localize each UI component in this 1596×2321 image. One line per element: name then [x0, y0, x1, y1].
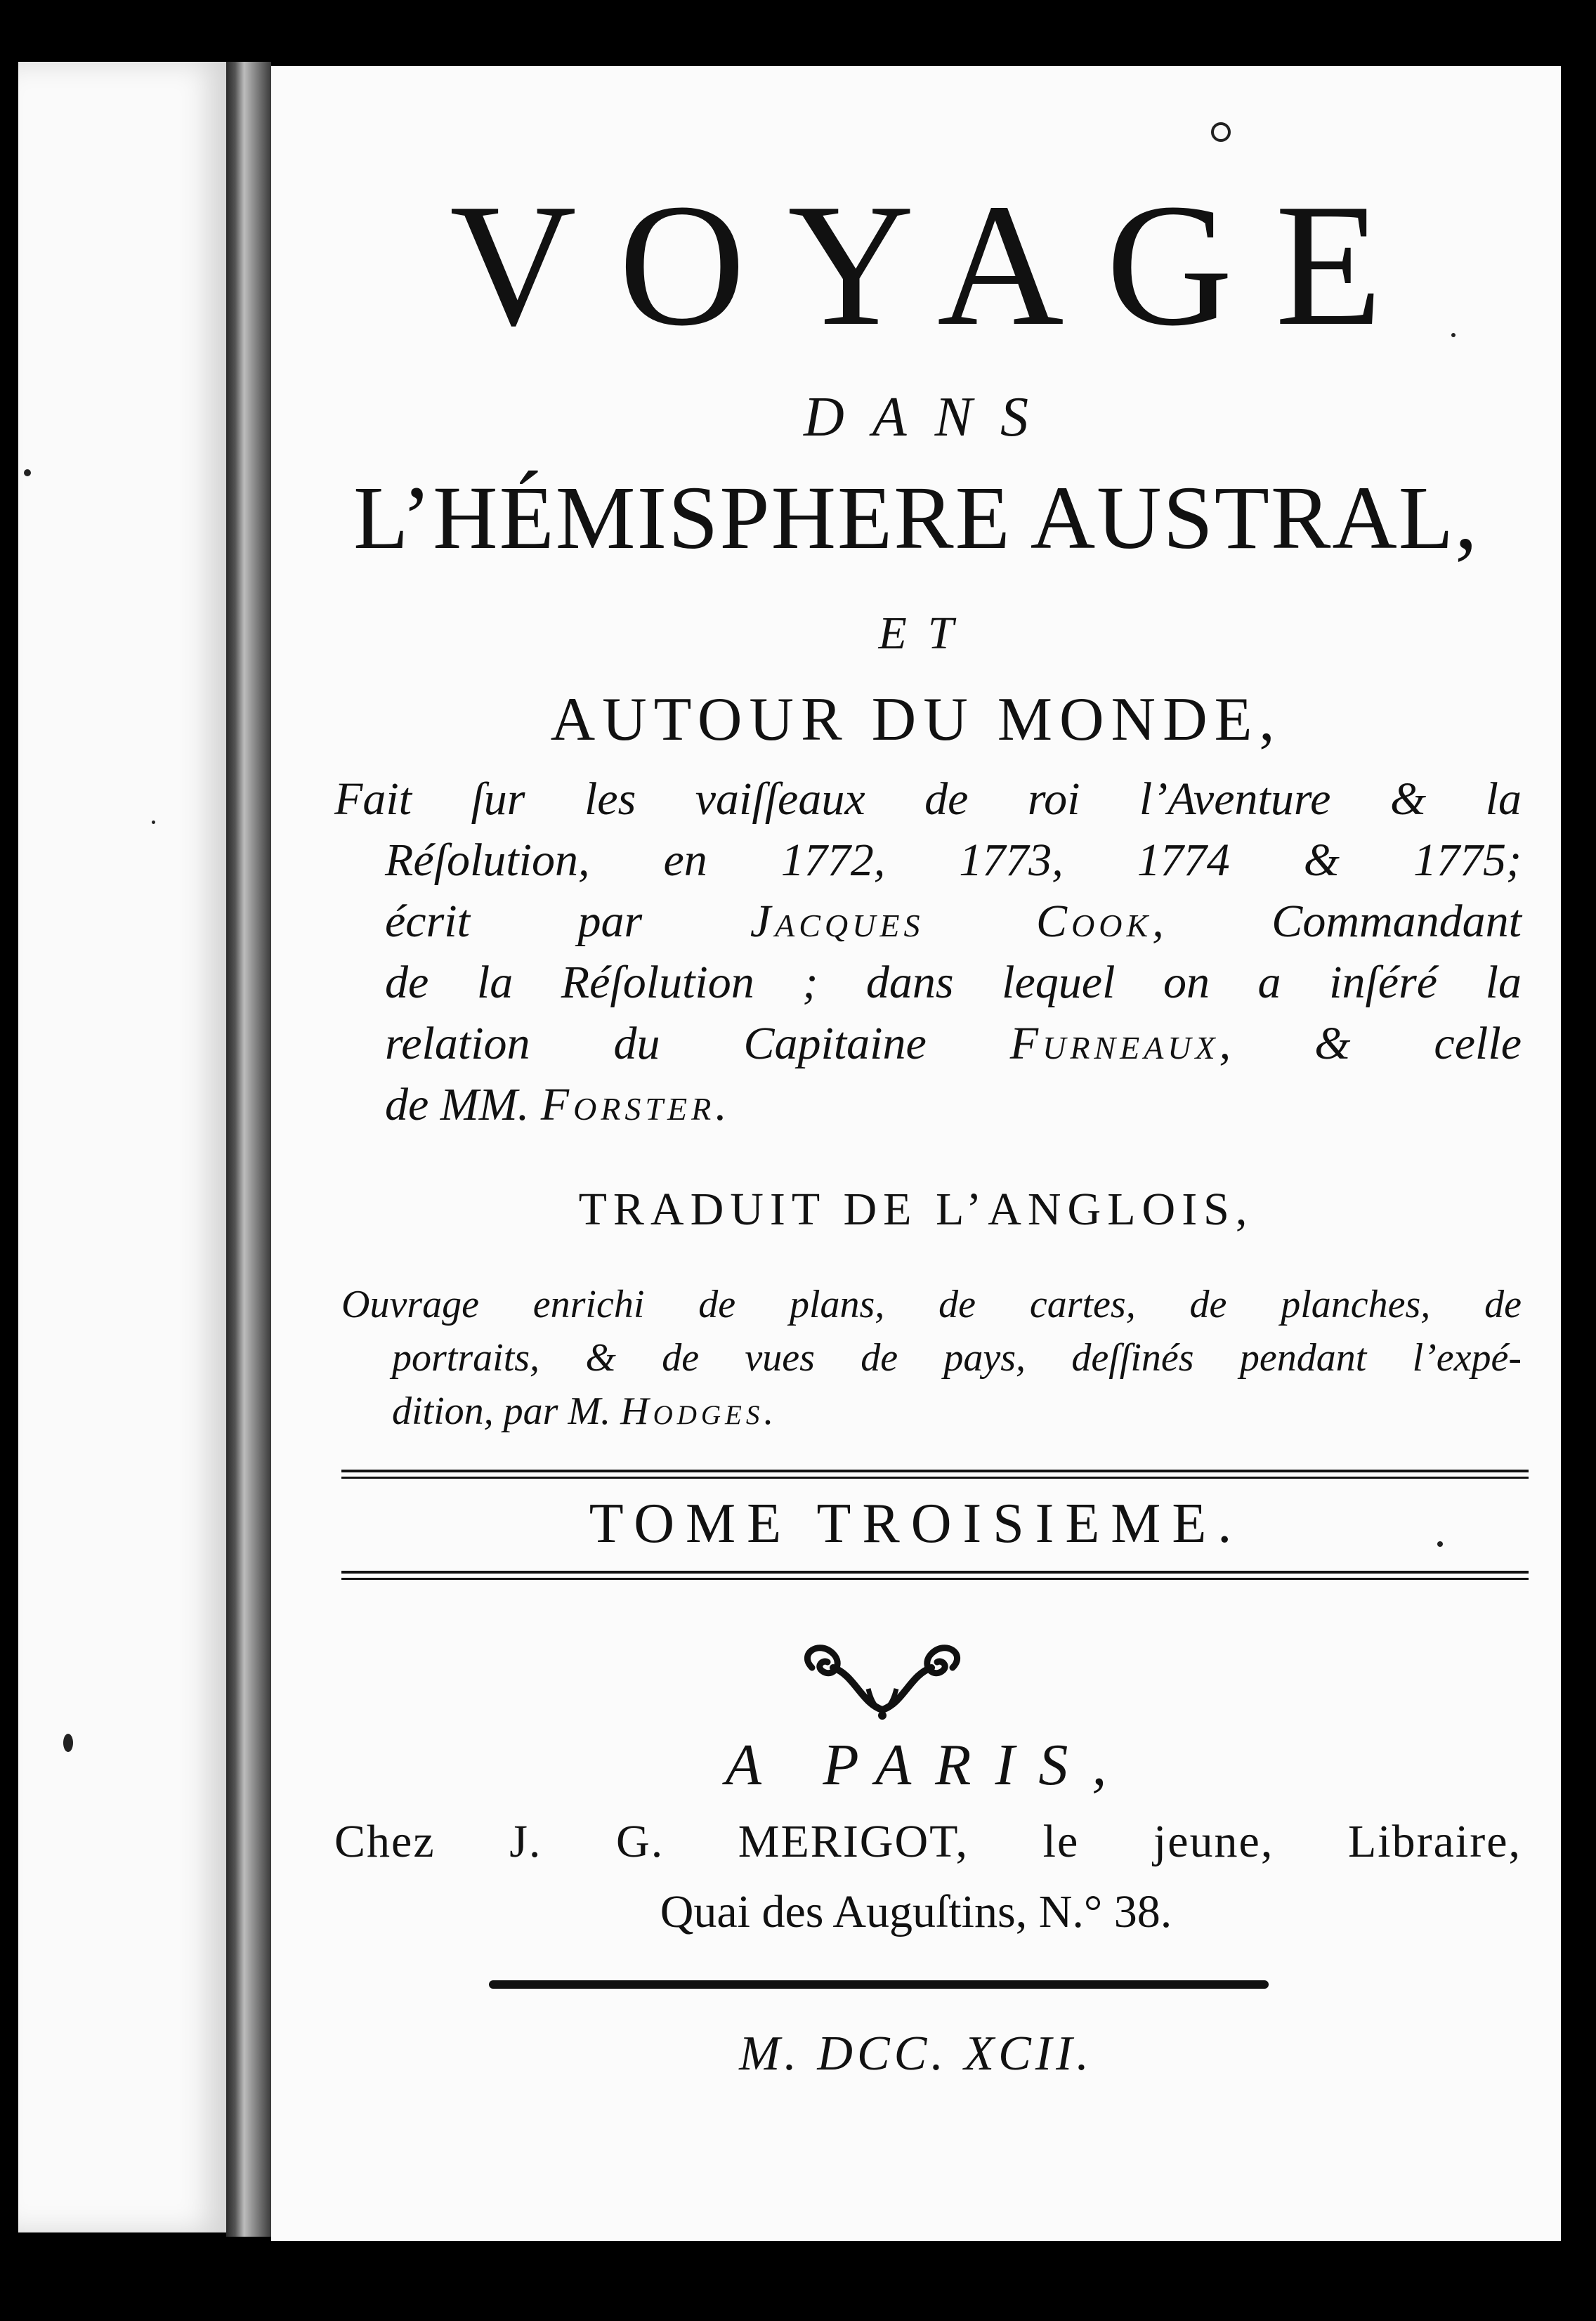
ink-speck: [1437, 1541, 1443, 1547]
title-page: [271, 66, 1561, 2241]
book-title: VOYAGE: [450, 168, 1425, 362]
ink-speck: [1451, 333, 1456, 337]
description-text: , Commandant: [1152, 896, 1522, 947]
ink-speck: [1211, 122, 1231, 142]
ink-speck: [152, 820, 155, 824]
illustrations-line: portraits, & de vues de pays, deſſinés pendant l’expé-: [392, 1336, 1522, 1380]
translation-note: TRADUIT DE L’ANGLOIS,: [578, 1184, 1254, 1235]
description-text: , & celle: [1219, 1018, 1522, 1069]
illustrator-name: Hodges: [620, 1390, 764, 1433]
fleuron-ornament-icon: [791, 1640, 974, 1724]
illustrations-paragraph: [341, 1278, 1522, 1438]
author-name: Jacques Cook: [750, 896, 1153, 947]
imprint-year: M. DCC. XCII.: [739, 2027, 1093, 2081]
illustrations-line: Ouvrage enrichi de plans, de cartes, de planches, de: [341, 1283, 1522, 1326]
top-rule: [341, 1470, 1529, 1472]
description-line: Réſolution, en 1772, 1773, 1774 & 1775;: [385, 835, 1522, 886]
imprint-publisher: Chez J. G. MERIGOT, le jeune, Libraire,: [334, 1816, 1522, 1867]
left-page-edge: [18, 62, 229, 2232]
forster-name: Forster: [540, 1079, 716, 1130]
description-line: [334, 1013, 1522, 1074]
description-line: [334, 1074, 1522, 1135]
subtitle-dans: DANS: [804, 386, 1057, 448]
description-line: de la Réſolution ; dans lequel on a inſéré la: [385, 957, 1522, 1008]
volume-label: TOME TROISIEME.: [589, 1493, 1243, 1555]
imprint-rule: [489, 1980, 1269, 1989]
ink-speck: [24, 469, 31, 476]
illustrations-text: dition, par M.: [392, 1390, 621, 1433]
description-text: écrit par: [385, 896, 750, 947]
captain-name: Furneaux: [1009, 1018, 1219, 1069]
description-paragraph: [334, 769, 1522, 1135]
imprint-address: Quai des Auguſtins, N.° 38.: [660, 1886, 1172, 1937]
book-gutter: [226, 62, 271, 2237]
subtitle-hemisphere: L’HÉMISPHERE AUSTRAL,: [353, 468, 1479, 568]
description-text: relation du Capitaine: [385, 1018, 1010, 1069]
subtitle-et: ET: [878, 608, 975, 659]
bottom-rule: [341, 1571, 1529, 1574]
right-page-edge: [1561, 62, 1576, 2242]
description-text: .: [715, 1079, 727, 1130]
subtitle-autour: AUTOUR DU MONDE,: [550, 686, 1282, 754]
description-line: Fait ſur les vaiſſeaux de roi l’Aventure & la: [334, 773, 1522, 825]
ink-speck: [63, 1734, 73, 1752]
description-line: [334, 891, 1522, 952]
description-text: de MM.: [385, 1079, 541, 1130]
imprint-city: A PARIS,: [725, 1732, 1131, 1798]
illustrations-text: .: [764, 1390, 774, 1433]
illustrations-line: [341, 1385, 1522, 1438]
